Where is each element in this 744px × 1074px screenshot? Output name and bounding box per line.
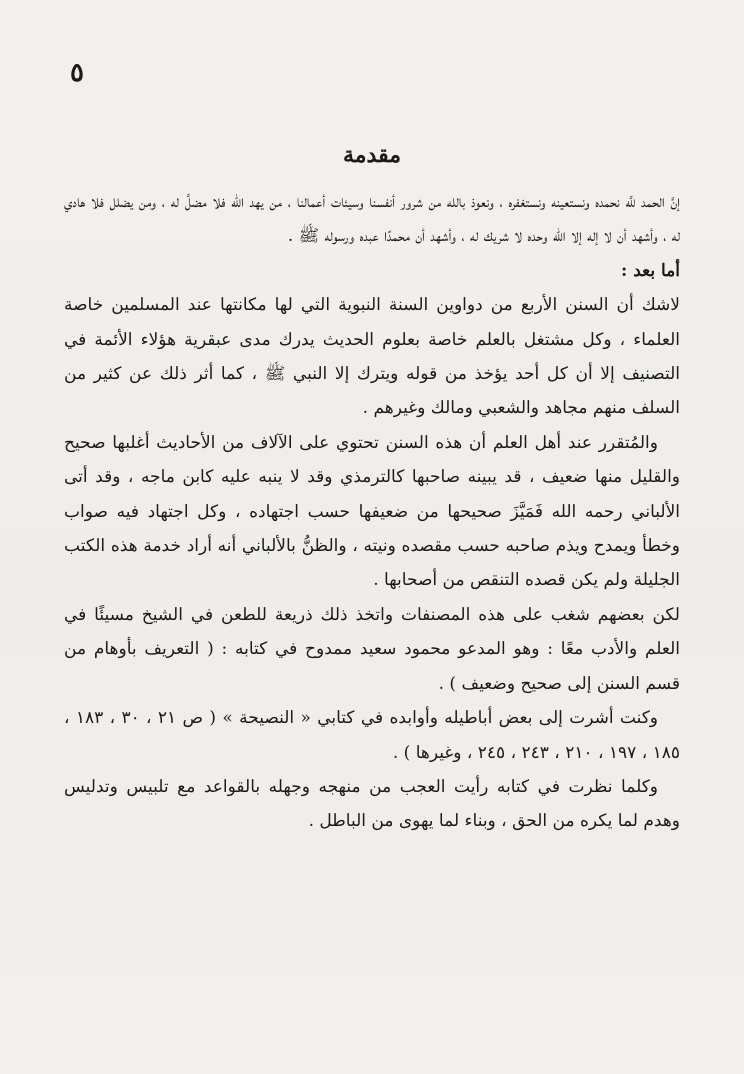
page-title: مقدمة	[342, 142, 402, 168]
paragraph-closing: وكلما نظرت في كتابه رأيت العجب من منهجه وجهله بالقواعد مع تلبيس وتدليس وهدم لما يكره من الحق ، وبناء لما يهوى من الباطل .	[64, 776, 680, 832]
paragraph-references: وكنت أشرت إلى بعض أباطيله وأوابده في كتابي « النصيحة » ( ص ٢١ ، ٣٠ ، ١٨٣ ، ١٨٥ ، ١٩٧ ، ٢١٠ ، ٢٤٣ ، ٢٤٥ ، وغيرها ) .	[64, 708, 680, 763]
paragraph-critic: لكن بعضهم شغب على هذه المصنفات واتخذ ذلك ذريعة للطعن في الشيخ مسيئًا في العلم والأدب معًا : وهو المدعو محمود سعيد ممدوح في كتابه : ( التعريف بأوهام من قسم السنن إلى صحيح وضعيف ) .	[64, 604, 680, 694]
body-text	[64, 185, 680, 839]
paragraph-albani: والمُتقرر عند أهل العلم أن هذه السنن تحتوي على الآلاف من الأحاديث أغلبها صحيح والقليل منها ضعيف ، قد يبينه صاحبها كالترمذي وقد لا ينبه عليه كابن ماجه ، وقد أتى الألباني رحمه الله فَمَيَّزَ صحيحها من ضعيفها حسب اجتهاده ، وكل اجتهاد فيه صواب وخطأ ويمدح ويذم صاحبه حسب مقصده ونيته ، والظنُّ بالألباني أنه أراد خدمة هذه الكتب الجليلة ولم يكن قصده التنقص من أصحابها .	[64, 432, 680, 591]
paragraph-heading-amma-bad: أما بعد :	[621, 260, 680, 281]
page-number: ٥	[70, 58, 84, 88]
paragraph-sunan-status: لاشك أن السنن الأربع من دواوين السنة النبوية التي لها مكانتها عند المسلمين خاصة العلماء ، وكل مشتغل بالعلم خاصة بعلوم الحديث يدرك مدى عبقرية هؤلاء الأئمة في التصنيف إلا أن كل أحد يؤخذ من قوله ويترك إلا النبي ﷺ ، كما أثر ذلك عن كثير من السلف منهم مجاهد والشعبي ومالك وغيرهم .	[64, 295, 680, 419]
paragraph-opening: إنَّ الحمد للَّه نحمده ونستعينه ونستغفره ، ونعوذ بالله من شرور أنفسنا وسيئات أعمالنا ، من يهد الله فلا مضلَّ له ، ومن يضلل فلا هادي له ، وأشهد أن لا إله إلا الله وحده لا شريك له ، وأشهد أن محمدًا عبده ورسوله ﷺ .	[64, 192, 680, 247]
